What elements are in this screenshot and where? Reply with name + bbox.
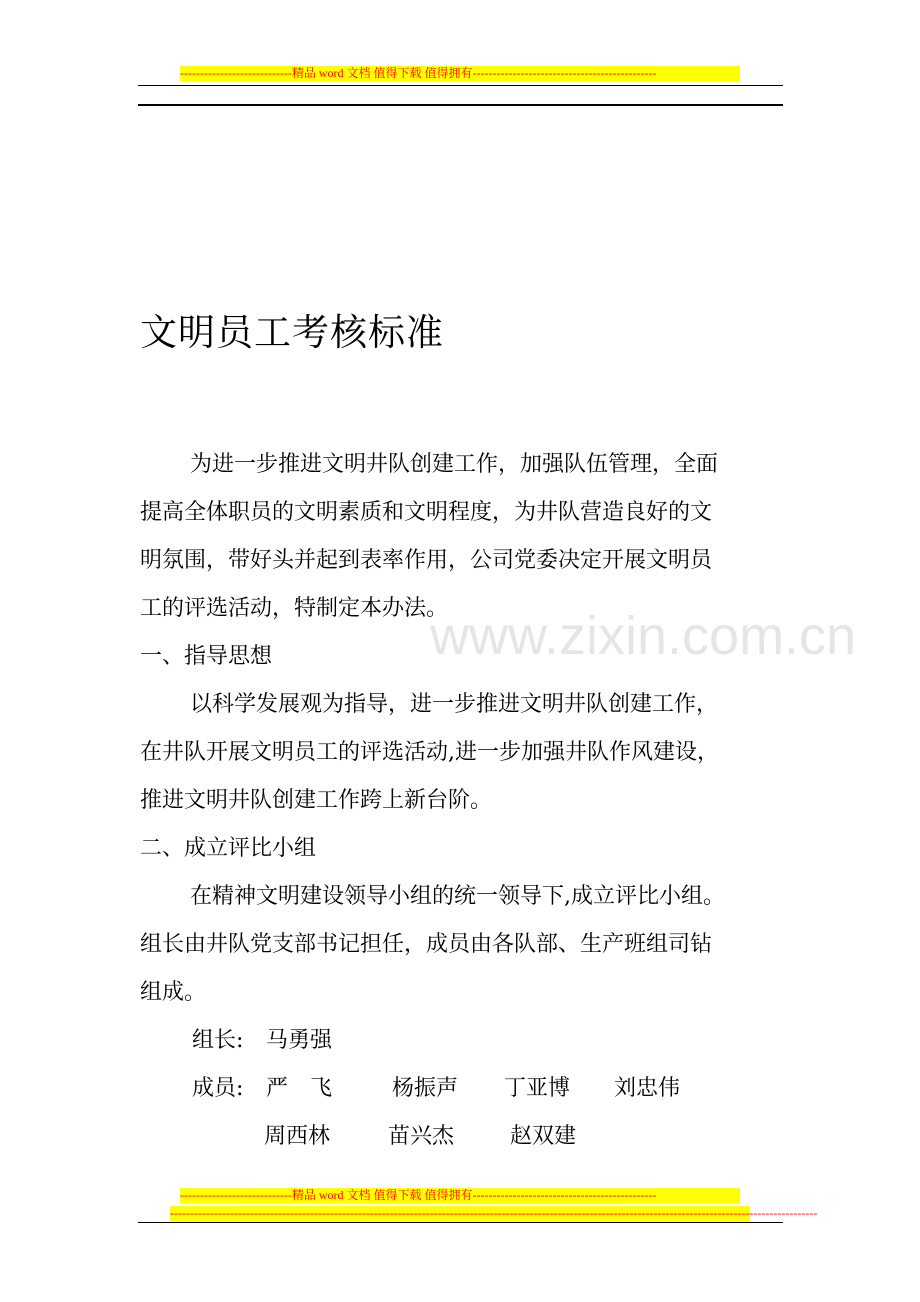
- intro-line: 为进一步推进文明井队创建工作，加强队伍管理，全面: [190, 452, 719, 477]
- leader-name: 马勇强: [266, 1028, 333, 1053]
- leader-label: 组长:: [192, 1028, 244, 1053]
- member-name: 严 飞: [266, 1076, 333, 1101]
- member-name: 丁亚博: [504, 1076, 571, 1101]
- intro-line: 提高全体职员的文明素质和文明程度，为井队营造良好的文: [140, 500, 713, 525]
- section2-line: 组成。: [140, 980, 207, 1005]
- watermark: www.zixin.com.cn: [430, 606, 857, 666]
- header-banner: ----------------------------精品 word 文档 值得下载 值得拥有----------------------------------------------: [180, 66, 740, 81]
- section2-heading: 二、成立评比小组: [140, 836, 317, 861]
- header-rule-thin: [138, 85, 783, 86]
- footer-banner-dashes: ------------------------------------------------------------------------------------------------------------------------------------------------------------------: [170, 1206, 818, 1220]
- members-label: 成员:: [192, 1076, 244, 1101]
- member-name: 刘忠伟: [614, 1076, 681, 1101]
- section2-line: 组长由井队党支部书记担任，成员由各队部、生产班组司钻: [140, 932, 713, 957]
- member-name: 周西林: [264, 1124, 331, 1149]
- section1-line: 在井队开展文明员工的评选活动,进一步加强井队作风建设，: [140, 740, 719, 765]
- section2-line: 在精神文明建设领导小组的统一领导下,成立评比小组。: [190, 884, 725, 909]
- page-title: 文明员工考核标准: [140, 311, 444, 354]
- intro-line: 明氛围，带好头并起到表率作用，公司党委决定开展文明员: [140, 548, 713, 573]
- section1-heading: 一、指导思想: [140, 644, 273, 669]
- section1-line: 以科学发展观为指导，进一步推进文明井队创建工作，: [190, 692, 719, 717]
- footer-rule: [138, 1222, 783, 1223]
- member-name: 赵双建: [510, 1124, 577, 1149]
- header-rule-thick: [138, 104, 783, 106]
- footer-banner: ----------------------------精品 word 文档 值得下载 值得拥有----------------------------------------------: [180, 1188, 740, 1203]
- intro-line: 工的评选活动，特制定本办法。: [140, 596, 449, 621]
- member-name: 杨振声: [392, 1076, 459, 1101]
- section1-line: 推进文明井队创建工作跨上新台阶。: [140, 788, 493, 813]
- member-name: 苗兴杰: [388, 1124, 455, 1149]
